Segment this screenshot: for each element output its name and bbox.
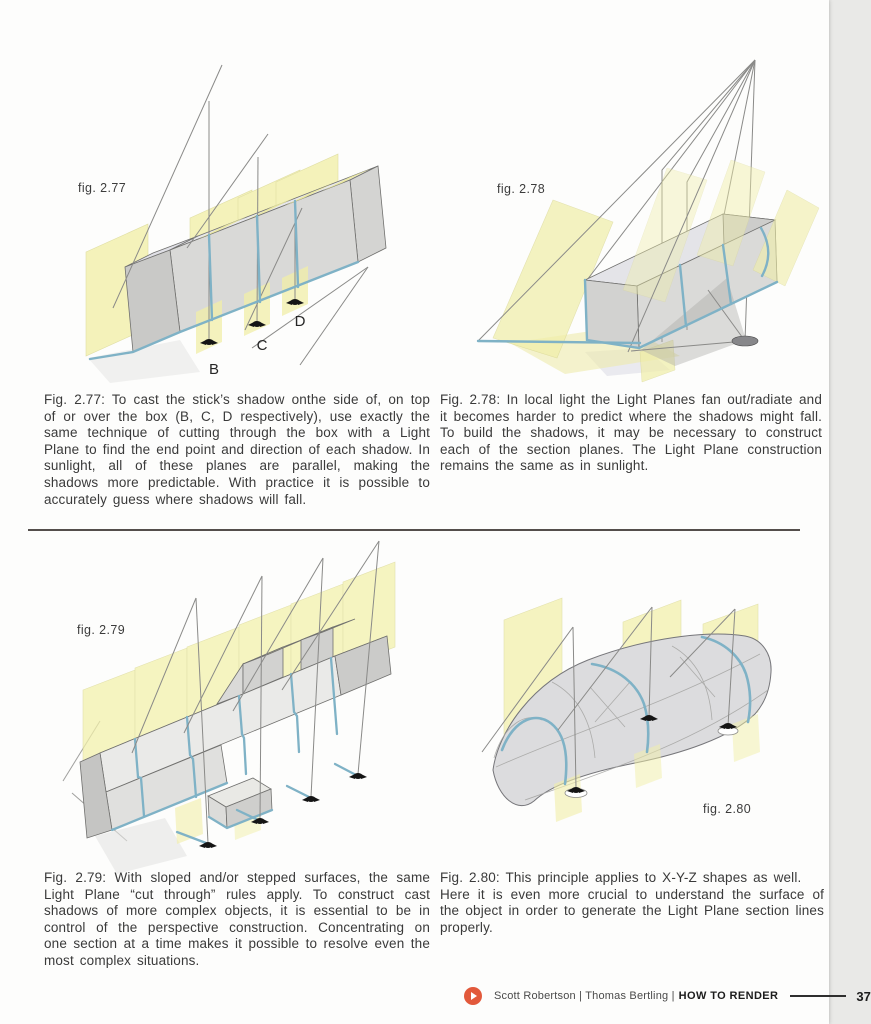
caption-fig-2-78: Fig. 2.78: In local light the Light Planes fan out/radiate and it becomes harder to predict where the shadows might fall. To build the shadows, it may be necessary to construct each of the section planes. The Light Plane construction remains the same as in sunlight.: [440, 392, 822, 474]
figure-2-80: [440, 562, 829, 864]
play-icon: [464, 987, 482, 1005]
caption-line-2: Here it is even more crucial to understand the surface of the object in order to generate the Light Plane section lines properly.: [440, 886, 824, 935]
footer-book-title: HOW TO RENDER: [678, 990, 779, 1002]
figure-label: fig. 2.77: [78, 181, 127, 195]
point-label-d: D: [294, 313, 306, 330]
figure-label: fig. 2.80: [703, 802, 752, 816]
figure-2-78: [435, 40, 829, 390]
figure-label: fig. 2.78: [497, 182, 546, 196]
caption-fig-2-77: Fig. 2.77: To cast the stick’s shadow onthe side of, on top of or over the box (B, C, D respectively), use exactly the same technique of cutting through the box with a Light Plane to find the end point and direction of each shadow. In sunlight, all of these planes are parallel, making the shadows more predictable. With practice it is possible to accurately guess where shadows will fall.: [44, 392, 430, 507]
page-number: 37: [856, 988, 871, 1004]
caption-fig-2-79: Fig. 2.79: With sloped and/or stepped surfaces, the same Light Plane “cut through” rules apply. To construct cast shadows of more complex objects, it is essential to be in control of the perspective construction. Concentrating on one section at a time makes it possible to resolve even the most complex situations.: [44, 870, 430, 968]
footer-authors: Scott Robertson | Thomas Bertling |: [494, 990, 675, 1002]
light-base-point: [732, 336, 758, 346]
figure-label: fig. 2.79: [77, 623, 126, 637]
figure-2-78-drawing: [435, 40, 829, 390]
figure-2-79: [25, 538, 435, 870]
caption-fig-2-80: [440, 870, 824, 936]
point-label-b: B: [208, 361, 220, 378]
footer: [464, 984, 871, 1008]
figure-2-77: [30, 12, 430, 384]
footer-rule: [790, 995, 846, 997]
point-label-c: C: [256, 337, 268, 354]
figure-2-80-drawing: [440, 562, 829, 864]
figure-2-77-drawing: [30, 12, 430, 384]
section-divider: [28, 529, 800, 531]
figure-2-79-drawing: [25, 538, 435, 870]
caption-line-1: Fig. 2.80: This principle applies to X-Y-Z shapes as well.: [440, 870, 802, 885]
play-triangle-glyph: [471, 992, 477, 1000]
